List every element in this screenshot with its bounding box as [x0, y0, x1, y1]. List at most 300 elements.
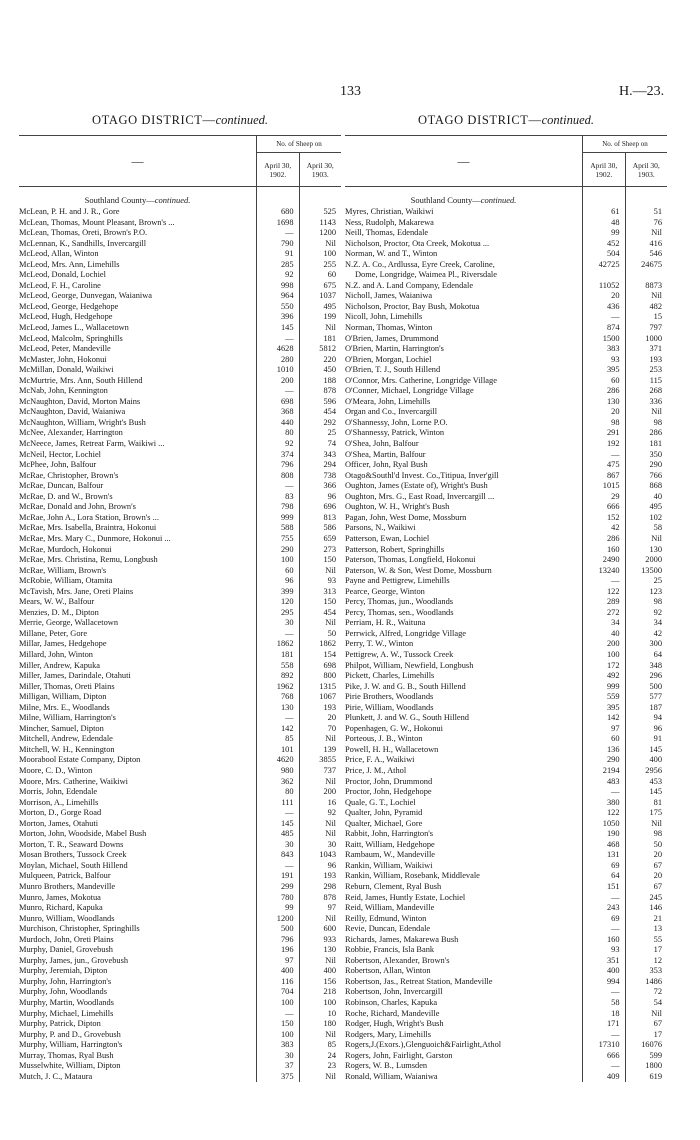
owner-name: Percy, Thomas, jun., Woodlands	[345, 597, 454, 607]
owner-name: Robbie, Francis, Isla Bank	[345, 945, 435, 955]
sheep-1903-value: 454	[323, 407, 336, 417]
sheep-1903-value: Nil	[325, 1029, 336, 1039]
sheep-1903-value: 290	[649, 460, 662, 470]
sheep-1903-value: 577	[649, 692, 662, 702]
sheep-1903-value: 64	[653, 649, 662, 659]
sheep-1902-value: 93	[611, 945, 620, 955]
sheep-1902-value: 100	[280, 555, 294, 565]
sheep-1902-value: 436	[606, 301, 620, 311]
sheep-1902-value: 704	[280, 987, 294, 997]
sheep-1903-value: 495	[649, 502, 662, 512]
sheep-1903-value: 34	[653, 618, 662, 628]
sheep-1902-value: 790	[280, 238, 294, 248]
sheep-1903-value: 294	[323, 460, 336, 470]
sheep-1902-value: 60	[285, 565, 294, 575]
owner-name: McLeod, Donald, Lochiel	[19, 270, 106, 280]
year-1903-header: April 30, 1903.	[306, 160, 334, 179]
sheep-1902-value: 97	[285, 955, 294, 965]
sheep-1903-value: 400	[323, 966, 336, 976]
owner-name: Oughton, Mrs. G., East Road, Invercargill ...	[345, 491, 495, 501]
sheep-1903-value: 181	[649, 439, 662, 449]
sheep-1902-value: 368	[280, 407, 294, 417]
sheep-1902-value: 42	[611, 523, 620, 533]
sheep-1903-value: 92	[653, 607, 662, 617]
sheep-1903-value: 58	[653, 523, 662, 533]
sheep-1902-value: —	[285, 628, 294, 638]
sheep-1903-value: 255	[323, 259, 336, 269]
owner-name: Perrwick, Alfred, Longridge Village	[345, 628, 466, 638]
owner-name: McLean, Thomas, Oreti, Brown's P.O.	[19, 228, 148, 238]
sheep-1903-value: 145	[649, 787, 662, 797]
owner-name: McNaughton, David, Waianiwa	[19, 407, 126, 417]
owner-name: Munro, Richard, Kapuka	[19, 903, 103, 913]
owner-name: Reilly, Edmund, Winton	[345, 913, 427, 923]
owner-name: Richards, James, Makarewa Bush	[345, 934, 459, 944]
sheep-1903-value: 25	[653, 576, 662, 586]
sheep-1902-value: 999	[280, 512, 294, 522]
sheep-1903-value: 1000	[645, 333, 662, 343]
sheep-1903-value: 13	[653, 924, 662, 934]
sheep-1902-value: 160	[606, 934, 620, 944]
sheep-1903-value: Nil	[325, 734, 336, 744]
owner-name: Pike, J. W. and G. B., South Hillend	[345, 681, 466, 691]
owner-name: Popenhagen, G. W., Hokonui	[345, 723, 443, 733]
owner-name: Myres, Christian, Waikiwi	[345, 207, 434, 216]
sheep-1902-value: 768	[280, 692, 294, 702]
sheep-1902-value: 30	[285, 1050, 294, 1060]
section-heading: Southland County—continued.	[84, 195, 191, 205]
sheep-1903-value: 1043	[319, 850, 336, 860]
sheep-1902-value: 122	[606, 586, 620, 596]
owner-name: Millane, Peter, Gore	[19, 628, 88, 638]
sheep-1902-value: 289	[606, 597, 620, 607]
sheep-1902-value: 1962	[276, 681, 294, 691]
sheep-1902-value: 285	[280, 259, 294, 269]
sheep-1903-value: 156	[323, 976, 336, 986]
owner-name: Mosan Brothers, Tussock Creek	[19, 850, 127, 860]
owner-name: Rambaum, W., Mandeville	[345, 850, 436, 860]
sheep-1902-value: 116	[281, 976, 294, 986]
sheep-1903-value: 268	[649, 386, 662, 396]
owner-name: Moorabool Estate Company, Dipton	[19, 755, 141, 765]
sheep-1903-value: 696	[323, 502, 336, 512]
sheep-1902-value: 196	[280, 945, 294, 955]
sheep-1902-value: 30	[285, 618, 294, 628]
sheep-1902-value: 383	[606, 344, 620, 354]
sheep-1903-value: 55	[653, 934, 662, 944]
sheep-1902-value: 131	[606, 850, 620, 860]
sheep-1903-value: 13500	[641, 565, 662, 575]
owner-name: McMaster, John, Hokonui	[19, 354, 107, 364]
sheep-1902-value: 93	[611, 354, 620, 364]
owner-name: O'Connor, Mrs. Catherine, Longridge Village	[345, 375, 497, 385]
sheep-1902-value: 181	[280, 649, 294, 659]
sheep-1903-value: 675	[323, 280, 336, 290]
owner-name: O'Shea, Martin, Balfour	[345, 449, 426, 459]
owner-name: Pirie, William, Woodlands	[345, 702, 434, 712]
sheep-1903-value: 300	[649, 639, 662, 649]
sheep-1902-value: 2490	[602, 555, 620, 565]
sheep-1902-value: 4628	[276, 344, 294, 354]
sheep-1902-value: 550	[280, 301, 294, 311]
owner-name: Roche, Richard, Mandeville	[345, 1008, 440, 1018]
sheep-1902-value: 172	[606, 660, 620, 670]
sheep-1903-value: 15	[653, 312, 662, 322]
sheep-1903-value: 878	[323, 892, 336, 902]
sheep-1902-value: —	[285, 333, 294, 343]
owner-name: Menzies, D. M., Dipton	[19, 607, 99, 617]
owner-name: McLeod, Allan, Winton	[19, 249, 99, 259]
sheep-1902-value: 666	[606, 1050, 620, 1060]
owner-name: Morton, James, Otahuti	[19, 818, 99, 828]
owner-name: McRae, Duncan, Balfour	[19, 481, 104, 491]
owner-name: Ronald, William, Waianiwa	[345, 1071, 438, 1081]
sheep-1902-value: 964	[280, 291, 294, 301]
sheep-1903-value: 123	[649, 586, 662, 596]
table-header	[19, 135, 341, 187]
owner-name: Miller, Thomas, Oreti Plains	[19, 681, 115, 691]
owner-name: Rogers, W. B., Lumsden	[345, 1061, 428, 1071]
owner-name: Rogers,J.(Exors.),Glenguoich&Fairlight,Athol	[345, 1040, 502, 1050]
sheep-1902-value: 100	[280, 1029, 294, 1039]
sheep-1902-value: 500	[280, 924, 294, 934]
owner-name: Ness, Rudolph, Makarewa	[345, 217, 434, 227]
owner-name: McLeod, Hugh, Hedgehope	[19, 312, 113, 322]
sheep-1902-value: 286	[606, 386, 620, 396]
sheep-1902-value: 150	[280, 1019, 294, 1029]
owner-name: Murphy, Martin, Woodlands	[19, 998, 114, 1008]
owner-name: Morton, T. R., Seaward Downs	[19, 839, 124, 849]
sheep-1903-value: 8873	[645, 280, 662, 290]
sheep-1903-value: 76	[653, 217, 662, 227]
sheep-1902-value: 130	[606, 396, 620, 406]
sheep-1903-value: Nil	[325, 618, 336, 628]
owner-name: McMillan, Donald, Waikiwi	[19, 365, 114, 375]
sheep-1903-value: Nil	[325, 1071, 336, 1081]
sheep-1902-value: 290	[606, 755, 620, 765]
owner-name: Plunkett, J. and W. G., South Hillend	[345, 713, 469, 723]
sheep-1902-value: 798	[280, 502, 294, 512]
sheep-1903-value: 146	[649, 903, 662, 913]
sheep-1903-value: 495	[323, 301, 336, 311]
sheep-1903-value: 175	[649, 808, 662, 818]
sheep-1902-value: —	[285, 386, 294, 396]
sheep-1903-value: Nil	[651, 407, 662, 417]
owner-name: McNee, Alexander, Harrington	[19, 428, 123, 438]
sheep-1902-value: 485	[280, 829, 294, 839]
owner-name: O'Shea, John, Balfour	[345, 439, 419, 449]
owner-name: McRae, John A., Lora Station, Brown's ...	[19, 512, 159, 522]
sheep-1903-value: 40	[653, 491, 662, 501]
sheep-1902-value: 698	[280, 396, 294, 406]
owner-name: Qualter, John, Pyramid	[345, 808, 423, 818]
owner-name: Nicholson, Proctor, Ota Creek, Mokotua ...	[345, 238, 490, 248]
owner-name: Murchison, Christopher, Springhills	[19, 924, 140, 934]
sheep-1903-value: 98	[653, 597, 662, 607]
owner-name: McLennan, K., Sandhills, Invercargill	[19, 238, 147, 248]
sheep-1903-value: 1486	[645, 976, 662, 986]
owner-name: O'Shannessy, John, Lorne P.O.	[345, 417, 448, 427]
owner-name: Nicholson, Proctor, Bay Bush, Mokotua	[345, 301, 480, 311]
sheep-1902-value: 808	[280, 470, 294, 480]
year-1902-header: April 30, 1902.	[583, 153, 626, 186]
sheep-1903-value: 85	[327, 1040, 336, 1050]
sheep-1903-value: 797	[649, 323, 662, 333]
sheep-1902-value: 40	[611, 628, 620, 638]
sheep-1902-value: 151	[606, 882, 620, 891]
owner-name: Millard, John, Winton	[19, 649, 93, 659]
sheep-1902-value: 192	[606, 439, 620, 449]
sheep-1902-value: 994	[606, 976, 620, 986]
owner-name: Paterson, W. & Son, West Dome, Mossburn	[345, 565, 492, 575]
sheep-1902-value: 64	[611, 871, 620, 881]
sheep-1903-value: 659	[323, 533, 336, 543]
sheep-1902-value: 142	[280, 723, 294, 733]
owner-name: Price, J. M., Athol	[345, 765, 407, 775]
sheep-1903-value: 218	[323, 987, 336, 997]
owner-name: Perriam, H. R., Waituna	[345, 618, 426, 628]
section-heading: Southland County—continued.	[410, 195, 517, 205]
owner-name: Moylan, Michael, South Hillend	[19, 860, 128, 870]
sheep-1903-value: 96	[653, 723, 662, 733]
sheep-1902-value: 80	[285, 787, 294, 797]
sheep-1903-value: 50	[653, 839, 662, 849]
owner-name: Morrison, A., Limehills	[19, 797, 99, 807]
sheep-1902-value: —	[611, 892, 620, 902]
sheep-1903-value: 868	[649, 481, 662, 491]
owner-name: McTavish, Mrs. Jane, Oreti Plains	[19, 586, 134, 596]
owner-name: Rankin, William, Rosebank, Middlevale	[345, 871, 480, 881]
sheep-1902-value: 558	[280, 660, 294, 670]
owner-name: Quale, G. T., Lochiel	[345, 797, 416, 807]
sheep-1902-value: 892	[280, 671, 294, 681]
sheep-1903-value	[626, 270, 668, 281]
sheep-1903-value: Nil	[651, 818, 662, 828]
sheep-1902-value: 867	[606, 470, 620, 480]
owner-name: Nicoll, John, Limehills	[345, 312, 423, 322]
sheep-1902-value: 191	[280, 871, 294, 881]
sheep-1903-value: 500	[649, 681, 662, 691]
sheep-1903-value: 20	[653, 850, 662, 860]
sheep-1903-value: 766	[649, 470, 662, 480]
owner-name: Moore, Mrs. Catherine, Waikiwi	[19, 776, 128, 786]
sheep-1903-value: 800	[323, 671, 336, 681]
owner-name: Pagan, John, West Dome, Mossburn	[345, 512, 467, 522]
sheep-1902-value: 475	[606, 460, 620, 470]
sheep-1903-value: 1037	[319, 291, 336, 301]
sheep-1902-value: 101	[280, 744, 294, 754]
sheep-1902-value: 374	[280, 449, 294, 459]
owner-name: Perry, T. W., Winton	[345, 639, 414, 649]
sheep-1903-value: Nil	[651, 291, 662, 301]
sheep-1903-value: 600	[323, 924, 336, 934]
sheep-1903-value: 70	[327, 723, 336, 733]
name-column-header: —	[345, 136, 583, 186]
sheep-1903-value: 100	[323, 249, 336, 259]
sheep-1903-value: 450	[323, 365, 336, 375]
sheep-1903-value: 1315	[319, 681, 336, 691]
sheep-1903-value: 20	[653, 871, 662, 881]
sheep-1903-value: Nil	[325, 238, 336, 248]
sheep-1902-value: 291	[606, 428, 620, 438]
sheep-1903-value: 586	[323, 523, 336, 533]
owner-name: McRae, Christopher, Brown's	[19, 470, 119, 480]
sheep-1902-value: 843	[280, 850, 294, 860]
sheep-1902-value: 100	[606, 649, 620, 659]
owner-name: Nicholl, James, Waianiwa	[345, 291, 433, 301]
owner-name: O'Conner, Michael, Longridge Village	[345, 386, 474, 396]
owner-name: Dome, Longridge, Waimea Pl., Riversdale	[355, 270, 497, 280]
sheep-1902-value: —	[611, 1029, 620, 1039]
owner-name: Proctor, John, Drummond	[345, 776, 433, 786]
sheep-1902-value: —	[611, 1061, 620, 1071]
district-heading: OTAGO DISTRICT—continued.	[417, 113, 595, 127]
sheep-1903-value: 454	[323, 607, 336, 617]
owner-name: Mears, W. W., Balfour	[19, 597, 95, 607]
owner-name: McRae, Mrs. Mary C., Dunmore, Hokonui ...	[19, 533, 171, 543]
table-header	[345, 135, 667, 187]
sheep-1903-value: 200	[323, 787, 336, 797]
sheep-1903-value: 313	[323, 586, 336, 596]
sheep-1903-value: Nil	[325, 829, 336, 839]
sheep-1903-value: 93	[327, 576, 336, 586]
sheep-1903-value: 336	[649, 396, 662, 406]
sheep-count-header: No. of Sheep on	[583, 136, 667, 153]
sheep-1902-value: 60	[611, 375, 620, 385]
sheep-1902-value: 17310	[598, 1040, 620, 1050]
sheep-1903-value: 42	[653, 628, 662, 638]
year-1902-header: April 30, 1902.	[257, 153, 300, 186]
owner-name: Pettigrew, A. W., Tussock Creek	[345, 649, 454, 659]
owner-name: McRae, D. and W., Brown's	[19, 491, 113, 501]
sheep-1902-value: 99	[285, 903, 294, 913]
owner-name: O'Brien, T. J., South Hillend	[345, 365, 441, 375]
owner-name: Morris, John, Edendale	[19, 787, 98, 797]
sheep-1903-value: 115	[649, 375, 662, 385]
owner-name: N.Z. A. Co., Ardlussa, Eyre Creek, Caroline,	[345, 259, 495, 269]
owner-name: McRae, Murdoch, Hokonui	[19, 544, 112, 554]
sheep-1903-value: 74	[327, 439, 336, 449]
owner-name: Oughton, W. H., Wright's Bush	[345, 502, 450, 512]
sheep-1903-value: Nil	[325, 913, 336, 923]
owner-name: Reid, William, Mandeville	[345, 903, 435, 913]
owner-name: McMurtrie, Mrs. Ann, South Hillend	[19, 375, 143, 385]
sheep-1902-value: —	[611, 449, 620, 459]
sheep-1902-value: —	[285, 808, 294, 818]
sheep-1902-value: 504	[606, 249, 620, 259]
owner-name: McNeece, James, Retreat Farm, Waikiwi ...	[19, 439, 165, 449]
sheep-1902-value: 1050	[602, 818, 620, 828]
sheep-1902-value: 2194	[602, 765, 620, 775]
sheep-1903-value: 482	[649, 301, 662, 311]
sheep-1902-value: 11052	[598, 280, 620, 290]
sheep-1903-value: 2000	[645, 555, 662, 565]
sheep-1902-value	[583, 270, 625, 281]
owner-name: Millar, James, Hedgehope	[19, 639, 107, 649]
sheep-1903-value: 16	[327, 797, 336, 807]
sheep-1903-value: 350	[649, 449, 662, 459]
sheep-1903-value: 24	[327, 1050, 336, 1060]
sheep-1902-value: 1698	[276, 217, 294, 227]
sheep-1903-value: 23	[327, 1061, 336, 1071]
sheep-1903-value: 296	[649, 671, 662, 681]
owner-name: McNaughton, William, Wright's Bush	[19, 417, 146, 427]
sheep-1903-value: 525	[323, 207, 336, 216]
sheep-1903-value: 12	[653, 955, 662, 965]
owner-name: Rodgers, Mary, Limehills	[345, 1029, 431, 1039]
sheep-1902-value: 30	[285, 839, 294, 849]
sheep-1902-value: 796	[280, 934, 294, 944]
sheep-1902-value: 98	[611, 417, 620, 427]
owner-name: Morton, John, Woodside, Mabel Bush	[19, 829, 147, 839]
sheep-1903-value: 150	[323, 555, 336, 565]
sheep-1902-value: 243	[606, 903, 620, 913]
sheep-1903-value: 199	[323, 312, 336, 322]
sheep-1903-value: 343	[323, 449, 336, 459]
sheep-1903-value: 878	[323, 386, 336, 396]
sheep-1902-value: 83	[285, 491, 294, 501]
owner-name: McRae, Mrs. Christina, Remu, Longbush	[19, 555, 158, 565]
sheep-1902-value: 1010	[276, 365, 294, 375]
sheep-1902-value: —	[285, 481, 294, 491]
owner-name: Raitt, William, Hedgehope	[345, 839, 435, 849]
sheep-1902-value: 796	[280, 460, 294, 470]
sheep-1902-value: 120	[280, 597, 294, 607]
sheep-1902-value: 60	[611, 734, 620, 744]
sheep-1902-value: 396	[280, 312, 294, 322]
sheep-1903-value: 130	[323, 945, 336, 955]
sheep-1902-value: 680	[280, 207, 294, 216]
owner-name: Miller, Andrew, Kapuka	[19, 660, 100, 670]
sheep-1902-value: 69	[611, 860, 620, 870]
sheep-1902-value: 874	[606, 323, 620, 333]
sheep-1902-value: 92	[285, 270, 294, 280]
sheep-1903-value: 3855	[319, 755, 336, 765]
sheep-1902-value: —	[285, 713, 294, 723]
sheep-1902-value: 171	[606, 1019, 620, 1029]
sheep-1903-value: 738	[323, 470, 336, 480]
sheep-1902-value: 299	[280, 882, 294, 891]
sheep-1903-value: 1862	[319, 639, 336, 649]
owner-name: Powell, H. H., Wallacetown	[345, 744, 439, 754]
owner-name: Rankin, William, Waikiwi	[345, 860, 433, 870]
sheep-1902-value: 18	[611, 1008, 620, 1018]
owner-name: McLean, Thomas, Mount Pleasant, Brown's ...	[19, 217, 175, 227]
sheep-1902-value: 34	[611, 618, 620, 628]
sheep-1902-value: 152	[606, 512, 620, 522]
sheep-1902-value: 58	[611, 998, 620, 1008]
owner-name: Milne, William, Harrington's	[19, 713, 116, 723]
owner-name: Patterson, Robert, Springhills	[345, 544, 445, 554]
owner-name: Price, F. A., Waikiwi	[345, 755, 415, 765]
sheep-1903-value: 1800	[645, 1061, 662, 1071]
sheep-1903-value: 98	[653, 417, 662, 427]
owner-name: McRae, William, Brown's	[19, 565, 107, 575]
owner-name: Otago&Southl'd Invest. Co.,Titipua, Inver'gill	[345, 470, 499, 480]
sheep-1903-value: 371	[649, 344, 662, 354]
sheep-1903-value: 1067	[319, 692, 336, 702]
owner-name: McPhee, John, Balfour	[19, 460, 97, 470]
sheep-1903-value: Nil	[651, 1008, 662, 1018]
owner-name: McRobie, William, Otamita	[19, 576, 113, 586]
sheep-1902-value: —	[611, 987, 620, 997]
sheep-1903-value: 20	[327, 713, 336, 723]
table-body	[345, 187, 667, 1082]
sheep-1902-value: 440	[280, 417, 294, 427]
sheep-1903-value: 416	[649, 238, 662, 248]
sheep-1903-value: 92	[327, 808, 336, 818]
owner-name: Mincher, Samuel, Dipton	[19, 723, 104, 733]
